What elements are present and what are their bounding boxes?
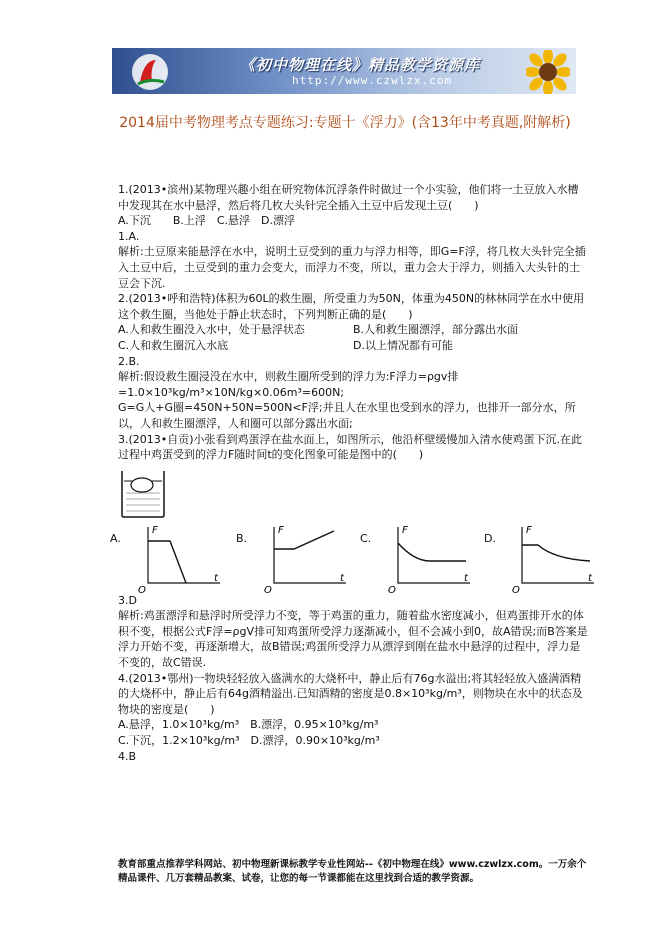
q1-answer: 1.A. <box>118 229 140 243</box>
graph-d-origin: O <box>512 584 520 595</box>
q4-answer: 4.B <box>118 749 137 763</box>
header-banner <box>112 48 576 94</box>
q1-stem: 1.(2013•滨州)某物理兴趣小组在研究物体沉浮条件时做过一个小实验，他们将一土豆放入水槽中发现其在水中悬浮，然后将几枚大头针完全插入土豆中后发现土豆( ) <box>118 183 579 212</box>
q2-analysis-2: G=G人+G圈=450N+50N=500N<F浮;并且人在水里也受到水的浮力，也排开一部分水，所以，人和救生圈漂浮，人和圈可以部分露出水面; <box>118 401 576 430</box>
site-logo-icon <box>130 52 170 92</box>
banner-url: http://www.czwlzx.com <box>292 74 453 87</box>
sunflower-icon <box>526 50 570 94</box>
q1-options: A.下沉 B.上浮 C.悬浮 D.漂浮 <box>118 214 296 228</box>
graph-b-axis-t: t <box>340 572 344 584</box>
document-body <box>110 182 592 764</box>
graph-d-axis-f: F <box>526 524 532 536</box>
q4-stem: 4.(2013•鄂州)一物块轻轻放入盛满水的大烧杯中，静止后有76g水溢出;将其轻轻放入盛满酒精的大烧杯中，静止后有64g酒精溢出.已知酒精的密度是0.8×10³kg/m³，则物块在水中的状态及物块的密度是( ) <box>118 671 583 716</box>
document-title: 2014届中考物理考点专题练习:专题十《浮力》(含13年中考真题,附解析) <box>119 115 571 131</box>
q4-options-ab: A.悬浮，1.0×10³kg/m³ B.漂浮，0.95×10³kg/m³ <box>118 718 379 732</box>
q3-stem: 3.(2013•自贡)小张看到鸡蛋浮在盐水面上，如图所示，他沿杯壁缓慢加入清水使鸡蛋下沉.在此过程中鸡蛋受到的浮力F随时间t的变化图象可能是图中的( ) <box>118 432 583 462</box>
graph-a <box>130 523 225 595</box>
q3-answer: 3.D <box>118 593 137 607</box>
q2-option-c: C.人和救生圈沉入水底 <box>118 338 229 352</box>
graph-a-label: A. <box>110 531 121 545</box>
graph-a-axis-f: F <box>152 524 158 536</box>
graph-b-axis-f: F <box>278 524 284 536</box>
graph-b-origin: O <box>264 584 272 595</box>
q2-option-b: B.人和救生圈漂浮，部分露出水面 <box>353 323 519 337</box>
q2-options-row-2 <box>118 338 588 354</box>
q2-answer: 2.B. <box>118 354 140 368</box>
page-footer: 教育部重点推荐学科网站、初中物理新课标教学专业性网站--《初中物理在线》www.czwlzx.com。一万余个精品课件、几万套精品教案、试卷，让您的每一节课都能在这里找到合适的教学资源。 <box>118 859 587 884</box>
graph-b-label: B. <box>236 531 248 545</box>
graph-c-origin: O <box>388 584 396 595</box>
graph-d <box>504 523 599 595</box>
q2-stem: 2.(2013•呼和浩特)体积为60L的救生圈，所受重力为50N，体重为450N的林林同学在水中使用这个救生圈，当他处于静止状态时，下列判断正确的是( ) <box>118 292 585 321</box>
q3-analysis: 解析:鸡蛋漂浮和悬浮时所受浮力不变，等于鸡蛋的重力，随着盐水密度减小，但鸡蛋排开水的体积不变，根据公式F浮=ρgV排可知鸡蛋所受浮力逐渐减小，但不会减小到0，故A错误;而B答案是浮力开始不变，再逐渐增大，故B错误;鸡蛋所受浮力从漂浮到刚在盐水中悬浮的过程中，浮力是不变的，故C错误. <box>118 609 588 670</box>
q2-options-row-1 <box>118 322 588 338</box>
graph-a-axis-t: t <box>214 572 218 584</box>
q2-option-d: D.以上情况都有可能 <box>353 338 453 352</box>
graph-a-origin: O <box>138 584 146 595</box>
q2-option-a: A.人和救生圈没入水中，处于悬浮状态 <box>118 323 305 337</box>
graph-c-label: C. <box>360 531 372 545</box>
q2-analysis-1: 解析:假设救生圈浸没在水中，则救生圈所受到的浮力为:F浮力=ρgv排=1.0×10³kg/m³×10N/kg×0.06m³=600N; <box>118 370 459 399</box>
graph-c-axis-t: t <box>464 572 468 584</box>
q4-options-cd: C.下沉，1.2×10³kg/m³ D.漂浮，0.90×10³kg/m³ <box>118 734 380 748</box>
q1-analysis: 解析:土豆原来能悬浮在水中，说明土豆受到的重力与浮力相等，即G=F浮，将几枚大头针完全插入土豆中后，土豆受到的重力会变大，而浮力不变，所以，重力会大于浮力，则插入大头针的土豆会下沉. <box>118 245 586 290</box>
q3-figure <box>110 463 592 595</box>
graph-c <box>380 523 475 595</box>
graph-d-label: D. <box>484 531 496 545</box>
beaker-egg-icon <box>118 467 168 519</box>
graph-c-axis-f: F <box>402 524 408 536</box>
banner-title: 《初中物理在线》精品教学资源库 <box>240 56 481 74</box>
graph-b <box>256 523 351 595</box>
graph-d-axis-t: t <box>588 572 592 584</box>
